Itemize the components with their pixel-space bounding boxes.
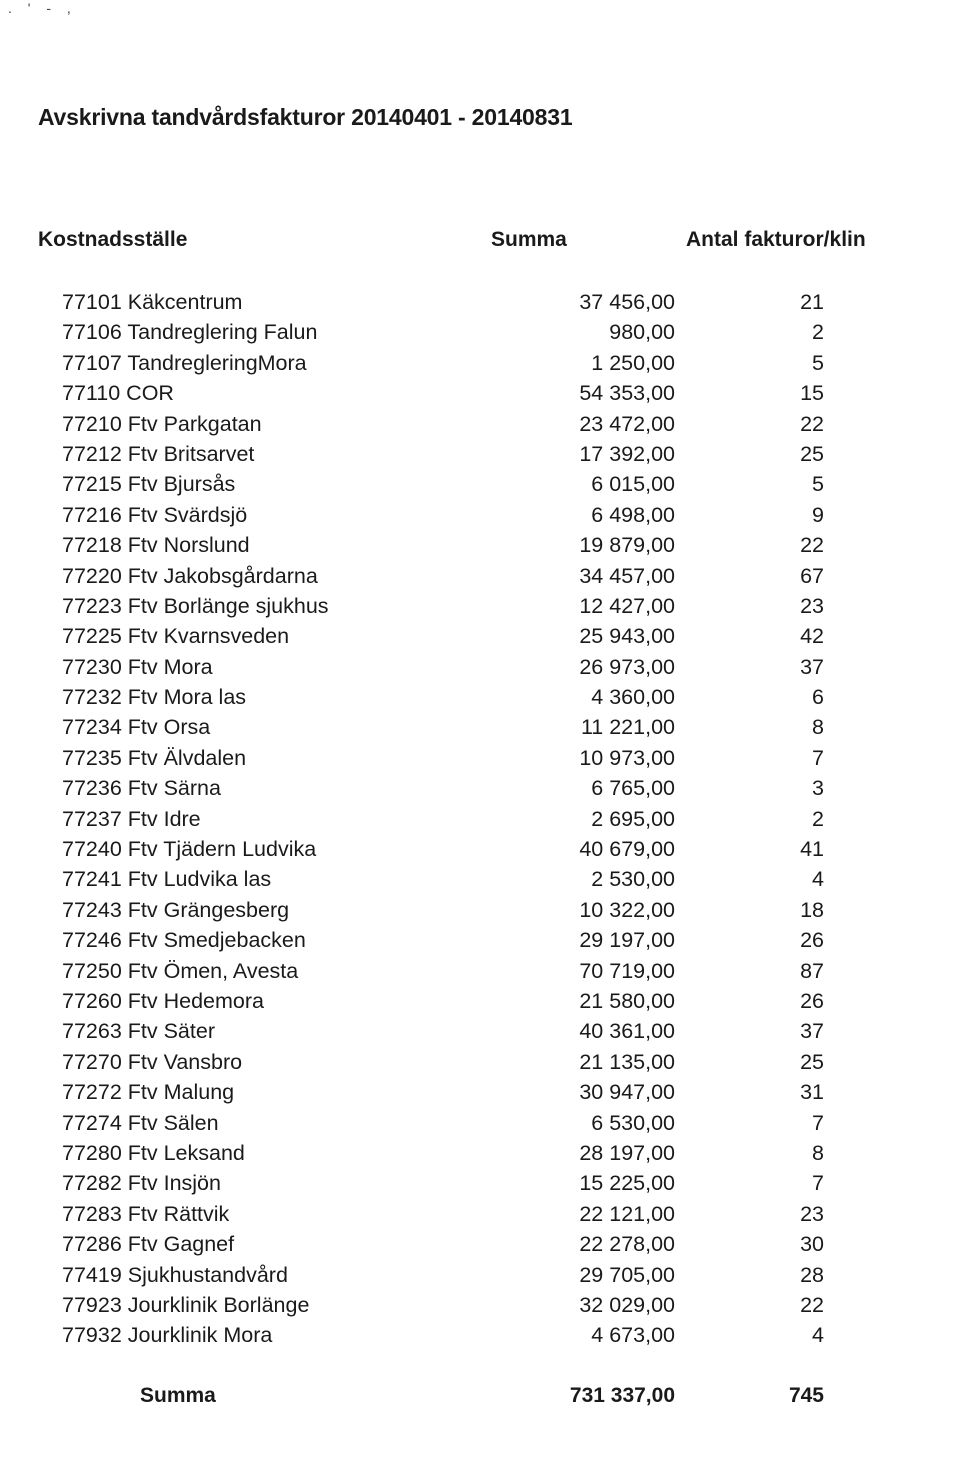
row-invoice-count: 7 [812, 1110, 824, 1135]
row-invoice-count: 31 [800, 1080, 824, 1105]
cost-center-name: 77280 Ftv Leksand [62, 1140, 245, 1165]
row-sum: 37 456,00 [579, 290, 675, 314]
cost-center-name: 77216 Ftv Svärdsjö [62, 502, 248, 527]
row-invoice-count: 7 [812, 1171, 824, 1196]
table-row [0, 500, 960, 530]
cost-center-name: 77234 Ftv Orsa [62, 715, 211, 740]
row-sum: 21 580,00 [579, 988, 675, 1013]
row-invoice-count: 67 [800, 563, 824, 588]
table-row [0, 1108, 960, 1138]
cost-center-name: 77236 Ftv Särna [62, 776, 221, 801]
cost-center-name: 77223 Ftv Borlänge sjukhus [62, 593, 329, 618]
cost-center-name: 77241 Ftv Ludvika las [62, 867, 272, 892]
row-sum: 30 947,00 [579, 1080, 675, 1105]
cost-center-name: 77230 Ftv Mora [62, 654, 213, 679]
table-row [0, 925, 960, 955]
table-row [0, 348, 960, 378]
table-row [0, 317, 960, 347]
cost-center-name: 77237 Ftv Idre [62, 806, 201, 831]
row-invoice-count: 3 [812, 776, 824, 801]
table-row [0, 1199, 960, 1229]
row-sum: 4 360,00 [591, 685, 675, 710]
cost-center-name: 77101 Käkcentrum [62, 290, 243, 314]
row-sum: 2 695,00 [591, 806, 675, 831]
totals-row [0, 1381, 960, 1413]
table-row [0, 712, 960, 742]
row-sum: 21 135,00 [579, 1049, 675, 1074]
cost-center-name: 77107 TandregleringMora [62, 350, 307, 375]
cost-center-name: 77282 Ftv Insjön [62, 1171, 221, 1196]
cost-center-name: 77250 Ftv Ömen, Avesta [62, 958, 299, 983]
row-invoice-count: 21 [800, 290, 824, 314]
row-invoice-count: 22 [800, 1292, 824, 1317]
row-sum: 29 197,00 [579, 928, 675, 953]
table-row [0, 1138, 960, 1168]
cost-center-name: 77218 Ftv Norslund [62, 533, 250, 558]
row-sum: 23 472,00 [579, 411, 675, 436]
cost-center-table [0, 287, 960, 1351]
table-row [0, 1229, 960, 1259]
table-row [0, 682, 960, 712]
row-invoice-count: 37 [800, 654, 824, 679]
cost-center-name: 77283 Ftv Rättvik [62, 1201, 230, 1226]
cost-center-name: 77220 Ftv Jakobsgårdarna [62, 563, 318, 588]
table-row [0, 1320, 960, 1350]
cost-center-name: 77419 Sjukhustandvård [62, 1262, 288, 1287]
row-sum: 25 943,00 [579, 624, 675, 649]
row-invoice-count: 42 [800, 624, 824, 649]
row-sum: 10 973,00 [579, 745, 675, 770]
row-invoice-count: 15 [800, 381, 824, 406]
table-row [0, 804, 960, 834]
table-row [0, 1016, 960, 1046]
row-sum: 6 530,00 [591, 1110, 675, 1135]
table-row [0, 773, 960, 803]
cost-center-name: 77932 Jourklinik Mora [62, 1323, 273, 1348]
row-invoice-count: 37 [800, 1019, 824, 1044]
header-cost-center: Kostnadsställe [38, 228, 188, 251]
cost-center-name: 77225 Ftv Kvarnsveden [62, 624, 290, 649]
table-row [0, 864, 960, 894]
totals-label: Summa [140, 1384, 216, 1407]
table-row [0, 743, 960, 773]
row-invoice-count: 2 [812, 320, 824, 345]
cost-center-name: 77215 Ftv Bjursås [62, 472, 236, 497]
cost-center-name: 77270 Ftv Vansbro [62, 1049, 243, 1074]
cost-center-name: 77923 Jourklinik Borlänge [62, 1292, 310, 1317]
row-sum: 28 197,00 [579, 1140, 675, 1165]
table-row [0, 1077, 960, 1107]
row-invoice-count: 41 [800, 837, 824, 862]
table-row [0, 591, 960, 621]
row-invoice-count: 4 [812, 1323, 824, 1348]
row-sum: 12 427,00 [579, 593, 675, 618]
table-row [0, 378, 960, 408]
row-sum: 40 361,00 [579, 1019, 675, 1044]
row-invoice-count: 7 [812, 745, 824, 770]
row-invoice-count: 6 [812, 685, 824, 710]
table-row [0, 1260, 960, 1290]
cost-center-name: 77235 Ftv Älvdalen [62, 745, 247, 770]
row-invoice-count: 28 [800, 1262, 824, 1287]
cost-center-name: 77210 Ftv Parkgatan [62, 411, 262, 436]
row-invoice-count: 2 [812, 806, 824, 831]
cost-center-name: 77110 COR [62, 381, 174, 406]
row-invoice-count: 8 [812, 1140, 824, 1165]
table-row [0, 1168, 960, 1198]
row-sum: 980,00 [609, 320, 675, 345]
table-row [0, 652, 960, 682]
row-invoice-count: 23 [800, 593, 824, 618]
row-sum: 6 015,00 [591, 472, 675, 497]
cost-center-name: 77232 Ftv Mora las [62, 685, 247, 710]
row-invoice-count: 87 [800, 958, 824, 983]
row-invoice-count: 26 [800, 988, 824, 1013]
cost-center-name: 77246 Ftv Smedjebacken [62, 928, 306, 953]
row-invoice-count: 4 [812, 867, 824, 892]
cost-center-name: 77212 Ftv Britsarvet [62, 441, 255, 466]
cost-center-name: 77263 Ftv Säter [62, 1019, 215, 1044]
header-invoice-count: Antal fakturor/klin [686, 228, 866, 251]
row-invoice-count: 22 [800, 411, 824, 436]
header-sum: Summa [491, 228, 567, 251]
row-invoice-count: 25 [800, 1049, 824, 1074]
row-sum: 54 353,00 [579, 381, 675, 406]
row-invoice-count: 23 [800, 1201, 824, 1226]
row-sum: 6 765,00 [591, 776, 675, 801]
row-invoice-count: 25 [800, 441, 824, 466]
table-row [0, 469, 960, 499]
row-sum: 34 457,00 [579, 563, 675, 588]
row-sum: 10 322,00 [579, 897, 675, 922]
cost-center-name: 77243 Ftv Grängesberg [62, 897, 290, 922]
table-row [0, 1290, 960, 1320]
row-sum: 70 719,00 [579, 958, 675, 983]
row-sum: 40 679,00 [579, 837, 675, 862]
row-sum: 22 278,00 [579, 1232, 675, 1257]
row-invoice-count: 5 [812, 350, 824, 375]
row-invoice-count: 22 [800, 533, 824, 558]
table-row [0, 561, 960, 591]
cost-center-name: 77240 Ftv Tjädern Ludvika [62, 837, 317, 862]
table-row [0, 834, 960, 864]
table-row [0, 956, 960, 986]
table-row [0, 986, 960, 1016]
table-row [0, 895, 960, 925]
document-title: Avskrivna tandvårdsfakturor 20140401 - 20140831 [38, 104, 573, 130]
table-row [0, 439, 960, 469]
row-invoice-count: 26 [800, 928, 824, 953]
row-sum: 19 879,00 [579, 533, 675, 558]
table-row [0, 1047, 960, 1077]
row-sum: 26 973,00 [579, 654, 675, 679]
cost-center-name: 77106 Tandreglering Falun [62, 320, 318, 345]
row-sum: 29 705,00 [579, 1262, 675, 1287]
row-sum: 4 673,00 [591, 1323, 675, 1348]
row-invoice-count: 5 [812, 472, 824, 497]
totals-sum: 731 337,00 [569, 1384, 675, 1407]
table-header [0, 228, 960, 258]
cost-center-name: 77286 Ftv Gagnef [62, 1232, 235, 1257]
table-row [0, 409, 960, 439]
cost-center-name: 77272 Ftv Malung [62, 1080, 235, 1105]
cost-center-name: 77274 Ftv Sälen [62, 1110, 219, 1135]
row-invoice-count: 30 [800, 1232, 824, 1257]
row-sum: 2 530,00 [591, 867, 675, 892]
row-invoice-count: 18 [800, 897, 824, 922]
row-invoice-count: 8 [812, 715, 824, 740]
row-sum: 6 498,00 [591, 502, 675, 527]
row-sum: 15 225,00 [579, 1171, 675, 1196]
table-row [0, 530, 960, 560]
row-sum: 32 029,00 [579, 1292, 675, 1317]
row-invoice-count: 9 [812, 502, 824, 527]
table-row [0, 621, 960, 651]
row-sum: 1 250,00 [591, 350, 675, 375]
cost-center-name: 77260 Ftv Hedemora [62, 988, 264, 1013]
row-sum: 11 221,00 [580, 715, 675, 740]
row-sum: 22 121,00 [579, 1201, 675, 1226]
row-sum: 17 392,00 [579, 441, 675, 466]
table-row [0, 287, 960, 317]
totals-count: 745 [788, 1384, 824, 1407]
scan-artifact-marks: . ' - , [8, 0, 77, 16]
